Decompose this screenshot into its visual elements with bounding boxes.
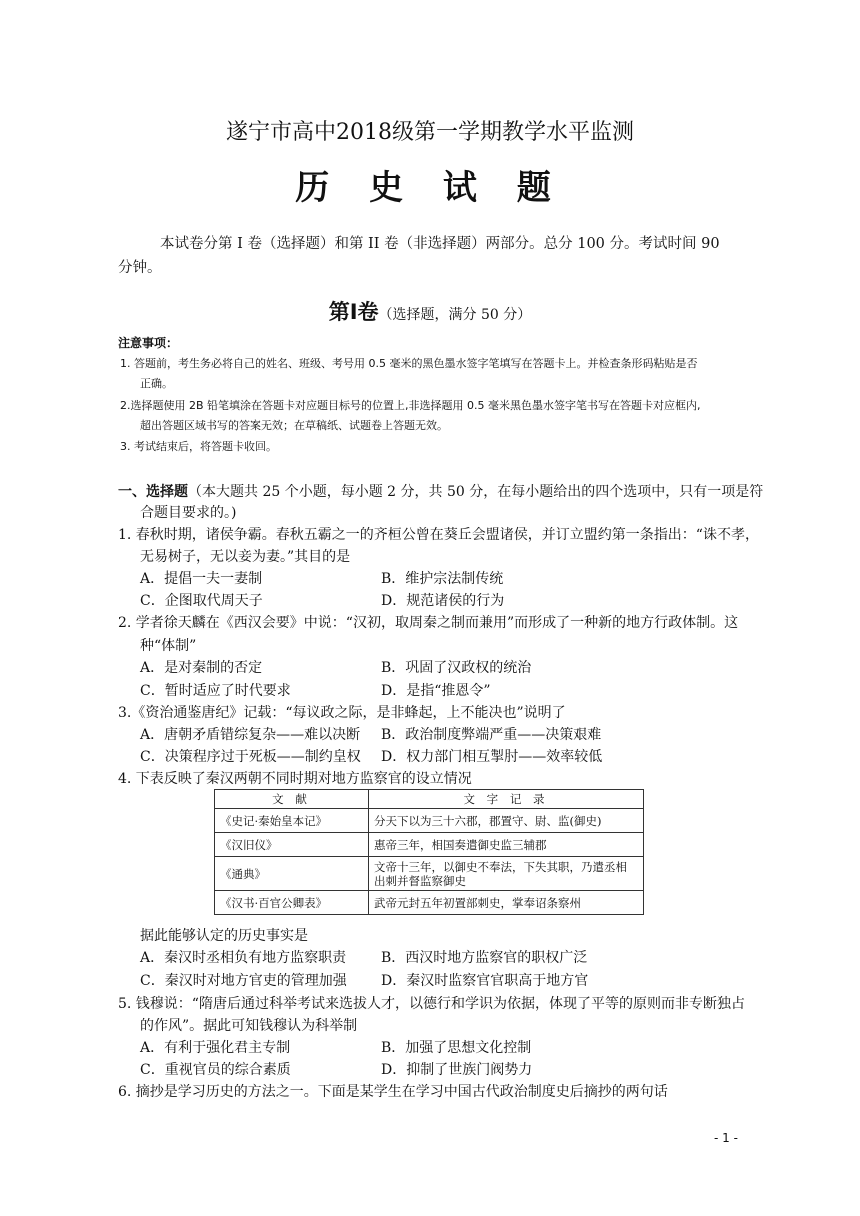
- table-row: [215, 857, 644, 891]
- question-2-option-d: D．是指“推恩令”: [381, 683, 491, 699]
- section-1-heading: [0, 296, 860, 326]
- question-4-option-c: C．秦汉时对地方官吏的管理加强: [140, 973, 347, 989]
- table-cell: 惠帝三年，相国奏遣御史监三辅郡: [369, 833, 644, 857]
- question-2-option-a: A．是对秦制的否定: [140, 660, 263, 676]
- question-5-option-c: C．重视官员的综合素质: [140, 1062, 291, 1078]
- part-1-desc: （本大题共 25 个小题，每小题 2 分，共 50 分，在每小题给出的四个选项中，只有一项是符: [188, 484, 764, 500]
- notice-item-2: 2.选择题使用 2B 铅笔填涂在答题卡对应题目标号的位置上,非选择题用 0.5 毫米黑色墨水签字笔书写在答题卡对应框内,: [120, 399, 701, 412]
- question-1-stem: 1. 春秋时期，诸侯争霸。春秋五霸之一的齐桓公曾在葵丘会盟诸侯，并订立盟约第一条指出：“诛不孝，: [118, 527, 759, 543]
- question-1-option-b: B．维护宗法制传统: [381, 571, 504, 587]
- table-row: [215, 833, 644, 857]
- question-4-option-b: B．西汉时地方监察官的职权广泛: [381, 950, 588, 966]
- question-5-option-d: D．抑制了世族门阀势力: [381, 1062, 533, 1078]
- question-1-option-c: C．企图取代周天子: [140, 593, 263, 609]
- question-4-stem-cont: 据此能够认定的历史事实是: [140, 928, 308, 944]
- table-cell: 武帝元封五年初置部刺史，掌奉诏条察州: [369, 891, 644, 915]
- question-3-option-d: D．权力部门相互掣肘——效率较低: [381, 749, 603, 765]
- question-5-option-a: A．有利于强化君主专制: [140, 1040, 291, 1056]
- table-header-cell: 文 字 记 录: [369, 790, 644, 809]
- question-4-option-d: D．秦汉时监察官官职高于地方官: [381, 973, 589, 989]
- section-1-subtitle: （选择题，满分 50 分）: [378, 307, 532, 323]
- notice-item-3: 3. 考试结束后，将答题卡收回。: [120, 440, 277, 453]
- table-cell: 《通典》: [215, 857, 369, 891]
- table-cell: 《汉旧仪》: [215, 833, 369, 857]
- question-2-option-c: C．暂时适应了时代要求: [140, 683, 291, 699]
- notice-heading: 注意事项：: [118, 336, 179, 350]
- intro-line-1: 本试卷分第 I 卷（选择题）和第 II 卷（非选择题）两部分。总分 100 分。考试时间 90: [160, 236, 720, 252]
- section-1-title: 第Ⅰ卷: [328, 300, 379, 324]
- table-cell: 《汉书·百官公卿表》: [215, 891, 369, 915]
- part-1-intro: [118, 481, 763, 501]
- notice-item-1-cont: 正确。: [140, 377, 173, 390]
- notice-item-1: 1. 答题前，考生务必将自己的姓名、班级、考号用 0.5 毫米的黑色墨水签字笔填写在答题卡上。并检查条形码粘贴是否: [120, 357, 698, 370]
- question-1-option-a: A．提倡一夫一妻制: [140, 571, 263, 587]
- part-1-label: 一、选择题: [118, 484, 188, 500]
- question-5-stem: 5. 钱穆说：“隋唐后通过科举考试来选拔人才，以德行和学识为依据，体现了平等的原则而非专断独占: [118, 996, 745, 1012]
- question-3-option-c: C．决策程序过于死板——制约皇权: [140, 749, 361, 765]
- part-1-desc-cont: 合题目要求的。): [140, 505, 237, 521]
- question-3-option-a: A．唐朝矛盾错综复杂——难以决断: [140, 727, 361, 743]
- question-1-option-d: D．规范诸侯的行为: [381, 593, 505, 609]
- exam-subject-title: 历 史 试 题: [295, 168, 565, 208]
- question-2-stem-cont: 种“体制”: [140, 638, 197, 654]
- page-number: - 1 -: [714, 1131, 738, 1145]
- exam-header-title: 遂宁市高中2018级第一学期教学水平监测: [226, 120, 634, 145]
- question-2-option-b: B．巩固了汉政权的统治: [381, 660, 532, 676]
- table-row: [215, 809, 644, 833]
- question-4-table: [214, 789, 644, 915]
- table-cell: 文帝十三年，以御史不奉法，下失其职，乃遣丞相出刺并督监察御史: [369, 857, 644, 891]
- table-header-row: [215, 790, 644, 809]
- question-3-option-b: B．政治制度弊端严重——决策艰难: [381, 727, 602, 743]
- question-3-stem: 3.《资治通鉴唐纪》记载：“每议政之际，是非蜂起，上不能决也”说明了: [118, 705, 566, 721]
- table-header-cell: 文 献: [215, 790, 369, 809]
- notice-item-2-cont: 超出答题区域书写的答案无效；在草稿纸、试题卷上答题无效。: [140, 419, 448, 432]
- table-cell: 分天下以为三十六郡，郡置守、尉、监(御史): [369, 809, 644, 833]
- table-row: [215, 891, 644, 915]
- question-2-stem: 2. 学者徐天麟在《西汉会要》中说：“汉初，取周秦之制而兼用”而形成了一种新的地方行政体制。这: [118, 615, 739, 631]
- question-6-stem: 6. 摘抄是学习历史的方法之一。下面是某学生在学习中国古代政治制度史后摘抄的两句话: [118, 1084, 668, 1100]
- question-5-stem-cont: 的作风”。据此可知钱穆认为科举制: [140, 1018, 358, 1034]
- table-cell: 《史记·秦始皇本记》: [215, 809, 369, 833]
- question-4-option-a: A．秦汉时丞相负有地方监察职责: [140, 950, 347, 966]
- question-1-stem-cont: 无易树子，无以妾为妻。”其目的是: [140, 549, 351, 565]
- question-5-option-b: B．加强了思想文化控制: [381, 1040, 532, 1056]
- question-4-stem: 4. 下表反映了秦汉两朝不同时期对地方监察官的设立情况: [118, 771, 472, 787]
- intro-line-2: 分钟。: [118, 260, 162, 276]
